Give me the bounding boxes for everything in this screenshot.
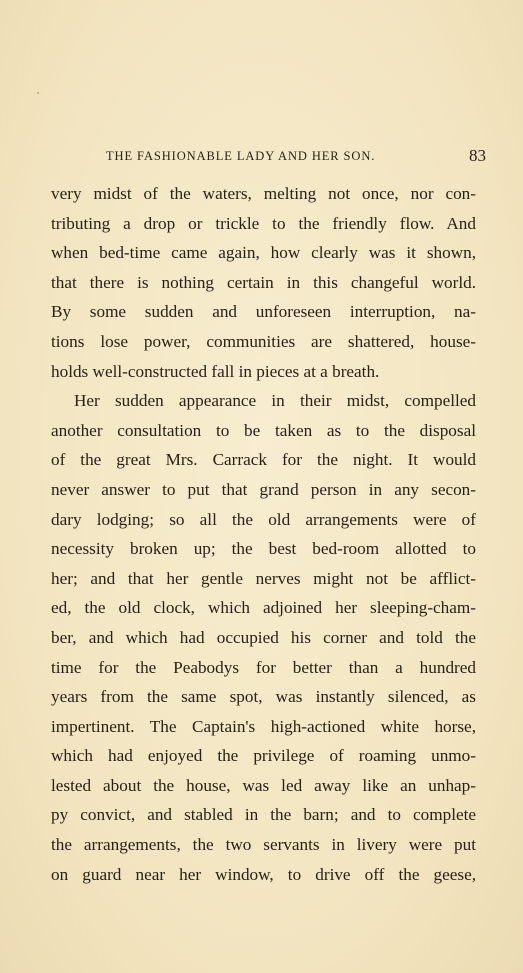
text-line: never answer to put that grand person in any secon- (51, 479, 476, 499)
text-line: ber, and which had occupied his corner and told the (51, 627, 476, 647)
text-line: dary lodging; so all the old arrangements were of (51, 509, 476, 529)
text-line: the arrangements, the two servants in livery were put (51, 835, 476, 855)
text-line: her; and that her gentle nerves might not be afflict- (51, 568, 476, 588)
text-line: tions lose power, communities are shattered, house- (51, 331, 476, 351)
text-line: lested about the house, was led away like an unhap- (51, 775, 476, 795)
text-line: impertinent. The Captain's high-actioned white horse, (51, 716, 476, 736)
paragraph-end-line: holds well-constructed fall in pieces at a breath. (51, 361, 380, 381)
running-title: THE FASHIONABLE LADY AND HER SON. (106, 149, 376, 163)
text-line: on guard near her window, to drive off the geese, (51, 864, 476, 884)
text-line: py convict, and stabled in the barn; and to complete (51, 805, 476, 825)
paragraph-start-line: Her sudden appearance in their midst, compelled (74, 391, 476, 411)
text-line: when bed-time came again, how clearly was it shown, (51, 243, 476, 263)
paper-speck (37, 92, 39, 94)
text-line: By some sudden and unforeseen interruption, na- (51, 302, 476, 322)
text-line: time for the Peabodys for better than a hundred (51, 657, 476, 677)
running-head (106, 146, 486, 166)
text-line: tributing a drop or trickle to the friendly flow. And (51, 213, 476, 233)
text-line: necessity broken up; the best bed-room allotted to (51, 539, 476, 559)
text-line: ed, the old clock, which adjoined her sleeping-cham- (51, 598, 476, 618)
page-number: 83 (469, 146, 486, 165)
text-line: that there is nothing certain in this changeful world. (51, 272, 476, 292)
text-line: of the great Mrs. Carrack for the night. It would (51, 450, 476, 470)
text-line: which had enjoyed the privilege of roaming unmo- (51, 746, 476, 766)
body-text (51, 179, 476, 889)
text-line: years from the same spot, was instantly silenced, as (51, 687, 476, 707)
text-line: very midst of the waters, melting not once, nor con- (51, 184, 476, 203)
text-line: another consultation to be taken as to the disposal (51, 420, 476, 440)
